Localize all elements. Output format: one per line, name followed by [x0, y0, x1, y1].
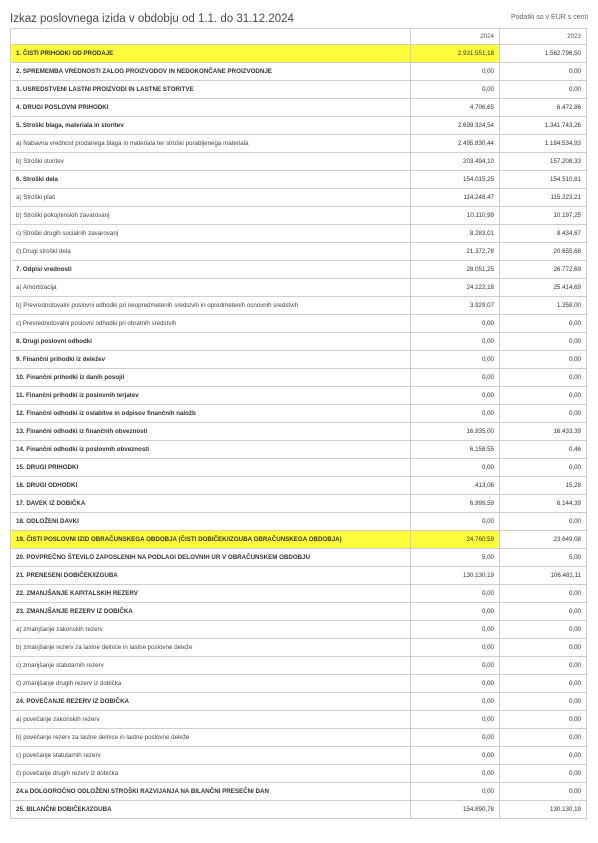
- value-2024: 6.158,55: [411, 441, 500, 459]
- table-row: [11, 351, 587, 369]
- row-label: 24. POVEČANJE REZERV IZ DOBIČKA: [11, 693, 411, 711]
- value-2023: 115.223,21: [500, 189, 587, 207]
- table-row: [11, 297, 587, 315]
- table-row: [11, 711, 587, 729]
- value-2023: 0,00: [500, 63, 587, 81]
- report-header: [0, 8, 598, 30]
- row-label: 4. DRUGI POSLOVNI PRIHODKI: [11, 99, 411, 117]
- row-label: 13. Finančni odhodki iz finančnih obveznosti: [11, 423, 411, 441]
- value-2024: 2.495.830,44: [411, 135, 500, 153]
- value-2024: 0,00: [411, 387, 500, 405]
- value-2023: 0,00: [500, 351, 587, 369]
- table-row: [11, 279, 587, 297]
- table-row: [11, 117, 587, 135]
- column-header-2024: 2024: [411, 29, 500, 45]
- row-label: c) Stroški drugih socialnih zavarovanj: [11, 225, 411, 243]
- value-2023: 6.472,86: [500, 99, 587, 117]
- row-label: a) Amortizacija: [11, 279, 411, 297]
- row-label: 22. ZMANJŠANJE KAPITALSKIH REZERV: [11, 585, 411, 603]
- value-2024: 2.699.324,54: [411, 117, 500, 135]
- income-statement-table: [10, 28, 587, 819]
- value-2023: 154.510,81: [500, 171, 587, 189]
- row-label: 8. Drugi poslovni odhodki: [11, 333, 411, 351]
- table-row: [11, 585, 587, 603]
- value-2024: 16.935,00: [411, 423, 500, 441]
- row-label: 17. DAVEK IZ DOBIČKA: [11, 495, 411, 513]
- value-2024: 8.283,01: [411, 225, 500, 243]
- value-2024: 0,00: [411, 765, 500, 783]
- table-row: [11, 387, 587, 405]
- row-label: 1. ČISTI PRIHODKI OD PRODAJE: [11, 45, 411, 63]
- value-2024: 114.248,47: [411, 189, 500, 207]
- row-label: 21. PRENESENI DOBIČEK/IZGUBA: [11, 567, 411, 585]
- table-row: [11, 459, 587, 477]
- value-2024: 0,00: [411, 675, 500, 693]
- value-2023: 0,00: [500, 711, 587, 729]
- value-2024: 5,00: [411, 549, 500, 567]
- report-title: Izkaz poslovnega izida v obdobju od 1.1. do 31.12.2024: [10, 13, 294, 25]
- value-2024: 0,00: [411, 711, 500, 729]
- value-2024: 413,06: [411, 477, 500, 495]
- row-label: 20. POVPREČNO ŠTEVILO ZAPOSLENIH NA PODLAGI DELOVNIH UR V OBRAČUNSKEM OBDOBJU: [11, 549, 411, 567]
- value-2024: 0,00: [411, 405, 500, 423]
- value-2023: 0,00: [500, 513, 587, 531]
- row-label: 2. SPREMEMBA VREDNOSTI ZALOG PROIZVODOV IN NEDOKONČANE PROIZVODNJE: [11, 63, 411, 81]
- row-label: 15. DRUGI PRIHODKI: [11, 459, 411, 477]
- value-2024: 0,00: [411, 603, 500, 621]
- value-2024: 0,00: [411, 81, 500, 99]
- table-row: [11, 207, 587, 225]
- row-label: b) Stroški storitev: [11, 153, 411, 171]
- table-row: [11, 189, 587, 207]
- value-2024: 154.015,25: [411, 171, 500, 189]
- table-row: [11, 405, 587, 423]
- value-2024: 24.122,18: [411, 279, 500, 297]
- table-row: [11, 225, 587, 243]
- value-2023: 0,00: [500, 81, 587, 99]
- row-label: b) Prevrednotovalni poslovni odhodki pri neopredmetenih sredstvih in opredmetenih osnovnih sredstvih: [11, 297, 411, 315]
- value-2024: 0,00: [411, 693, 500, 711]
- value-2023: 16.433,39: [500, 423, 587, 441]
- currency-note: Podatki so v EUR s centi: [510, 14, 588, 21]
- value-2023: 0,00: [500, 747, 587, 765]
- value-2023: 8.434,67: [500, 225, 587, 243]
- table-row: [11, 693, 587, 711]
- row-label: 3. USREDSTVENI LASTNI PROIZVODI IN LASTNE STORITVE: [11, 81, 411, 99]
- value-2024: 10.110,99: [411, 207, 500, 225]
- value-2023: 0,00: [500, 333, 587, 351]
- row-label: 24.a DOLGOROČNO ODLOŽENI STROŠKI RAZVIJANJA NA BILANČNI PRESEČNI DAN: [11, 783, 411, 801]
- value-2023: 10.197,25: [500, 207, 587, 225]
- value-2024: 3.929,07: [411, 297, 500, 315]
- table-row: [11, 801, 587, 819]
- value-2024: 0,00: [411, 585, 500, 603]
- value-2024: 203.494,10: [411, 153, 500, 171]
- row-label: 23. ZMANJŠANJE REZERV IZ DOBIČKA: [11, 603, 411, 621]
- value-2024: 0,00: [411, 351, 500, 369]
- table-row: [11, 549, 587, 567]
- value-2023: 0,46: [500, 441, 587, 459]
- table-row: [11, 747, 587, 765]
- table-row: [11, 315, 587, 333]
- value-2023: 0,00: [500, 675, 587, 693]
- row-label: č) povečanje drugih rezerv iz dobička: [11, 765, 411, 783]
- value-2024: 154.890,78: [411, 801, 500, 819]
- row-label: 18. ODLOŽENI DAVKI: [11, 513, 411, 531]
- value-2023: 26.772,69: [500, 261, 587, 279]
- table-row: [11, 621, 587, 639]
- value-2023: 0,00: [500, 369, 587, 387]
- table-row: [11, 639, 587, 657]
- table-row: [11, 531, 587, 549]
- value-2023: 0,00: [500, 603, 587, 621]
- value-2024: 2.931.551,18: [411, 45, 500, 63]
- row-label: 5. Stroški blaga, materiala in storitev: [11, 117, 411, 135]
- value-2023: 106.481,11: [500, 567, 587, 585]
- value-2023: 0,00: [500, 639, 587, 657]
- row-label: a) zmanjšanje zakonskih rezerv: [11, 621, 411, 639]
- value-2023: 1.358,00: [500, 297, 587, 315]
- row-label: 14. Finančni odhodki iz poslovnih obveznosti: [11, 441, 411, 459]
- value-2024: 0,00: [411, 459, 500, 477]
- value-2023: 130.130,19: [500, 801, 587, 819]
- row-label: c) zmanjšanje statutarnih rezerv: [11, 657, 411, 675]
- row-label: 25. BILANČNI DOBIČEK/IZGUBA: [11, 801, 411, 819]
- value-2024: 0,00: [411, 639, 500, 657]
- table-row: [11, 153, 587, 171]
- value-2024: 0,00: [411, 63, 500, 81]
- table-row: [11, 45, 587, 63]
- row-label: a) Stroški plač: [11, 189, 411, 207]
- value-2024: 0,00: [411, 513, 500, 531]
- row-label: 11. Finančni prihodki iz poslovnih terjatev: [11, 387, 411, 405]
- row-label: b) povečanje rezerv za lastne delnice in lastne poslovne deleže: [11, 729, 411, 747]
- value-2023: 0,00: [500, 621, 587, 639]
- table-row: [11, 441, 587, 459]
- table-row: [11, 729, 587, 747]
- value-2023: 0,00: [500, 387, 587, 405]
- value-2024: 0,00: [411, 729, 500, 747]
- row-label: c) Prevrednotovalni poslovni odhodki pri obratnih sredstvih: [11, 315, 411, 333]
- row-label: 7. Odpisi vrednosti: [11, 261, 411, 279]
- table-row: [11, 657, 587, 675]
- value-2023: 25.414,69: [500, 279, 587, 297]
- value-2023: 0,00: [500, 585, 587, 603]
- value-2023: 0,00: [500, 783, 587, 801]
- value-2023: 0,00: [500, 657, 587, 675]
- value-2024: 0,00: [411, 315, 500, 333]
- value-2024: 0,00: [411, 747, 500, 765]
- table-row: [11, 261, 587, 279]
- row-label: 10. Finančni prihodki iz danih posojil: [11, 369, 411, 387]
- value-2024: 0,00: [411, 657, 500, 675]
- row-label: 19. ČISTI POSLOVNI IZID OBRAČUNSKEGA OBDOBJA (ČISTI DOBIČEK/IZGUBA OBRAČUNSKEGA OBDOBJA): [11, 531, 411, 549]
- row-label: 12. Finančni odhodki iz oslabitve in odpisov finančnih naložb: [11, 405, 411, 423]
- table-row: [11, 99, 587, 117]
- table-row: [11, 495, 587, 513]
- value-2024: 0,00: [411, 333, 500, 351]
- column-header-2023: 2023: [500, 29, 587, 45]
- row-label: b) Stroški pokojninskih zavarovanj: [11, 207, 411, 225]
- table-row: [11, 243, 587, 261]
- value-2023: 0,00: [500, 315, 587, 333]
- label-column-header: [11, 29, 411, 45]
- value-2023: 157.208,33: [500, 153, 587, 171]
- value-2023: 20.655,68: [500, 243, 587, 261]
- row-label: a) Nabavna vrednost prodanega blaga in materiala ter stroški porabljenega materiala: [11, 135, 411, 153]
- table-row: [11, 369, 587, 387]
- table-row: [11, 63, 587, 81]
- value-2023: 0,00: [500, 405, 587, 423]
- row-label: b) zmanjšanje rezerv za lastne delnice in lastne poslovne deleže: [11, 639, 411, 657]
- value-2023: 15,28: [500, 477, 587, 495]
- value-2024: 0,00: [411, 369, 500, 387]
- value-2023: 6.144,39: [500, 495, 587, 513]
- value-2023: 0,00: [500, 729, 587, 747]
- row-label: 16. DRUGI ODHODKI: [11, 477, 411, 495]
- table-row: [11, 513, 587, 531]
- value-2024: 6.999,59: [411, 495, 500, 513]
- row-label: 9. Finančni prihodki iz deležev: [11, 351, 411, 369]
- value-2023: 1.184.534,93: [500, 135, 587, 153]
- table-row: [11, 171, 587, 189]
- table-row: [11, 567, 587, 585]
- value-2024: 0,00: [411, 621, 500, 639]
- value-2023: 0,00: [500, 765, 587, 783]
- table-row: [11, 783, 587, 801]
- value-2023: 0,00: [500, 459, 587, 477]
- value-2023: 0,00: [500, 693, 587, 711]
- value-2023: 1.562.796,50: [500, 45, 587, 63]
- value-2024: 24.760,59: [411, 531, 500, 549]
- value-2024: 0,00: [411, 783, 500, 801]
- value-2023: 5,00: [500, 549, 587, 567]
- table-row: [11, 603, 587, 621]
- table-row: [11, 765, 587, 783]
- value-2023: 1.341.743,26: [500, 117, 587, 135]
- row-label: 6. Stroški dela: [11, 171, 411, 189]
- value-2023: 23.649,08: [500, 531, 587, 549]
- table-row: [11, 477, 587, 495]
- value-2024: 4.706,65: [411, 99, 500, 117]
- year-header-row: [11, 29, 587, 45]
- row-label: č) zmanjšanje drugih rezerv iz dobička: [11, 675, 411, 693]
- row-label: a) povečanje zakonskih rezerv: [11, 711, 411, 729]
- row-label: č) Drugi stroški dela: [11, 243, 411, 261]
- value-2024: 21.372,78: [411, 243, 500, 261]
- value-2024: 28.051,25: [411, 261, 500, 279]
- value-2024: 130.130,19: [411, 567, 500, 585]
- table-row: [11, 81, 587, 99]
- table-row: [11, 423, 587, 441]
- table-row: [11, 135, 587, 153]
- table-row: [11, 675, 587, 693]
- row-label: c) povečanje statutarnih rezerv: [11, 747, 411, 765]
- table-row: [11, 333, 587, 351]
